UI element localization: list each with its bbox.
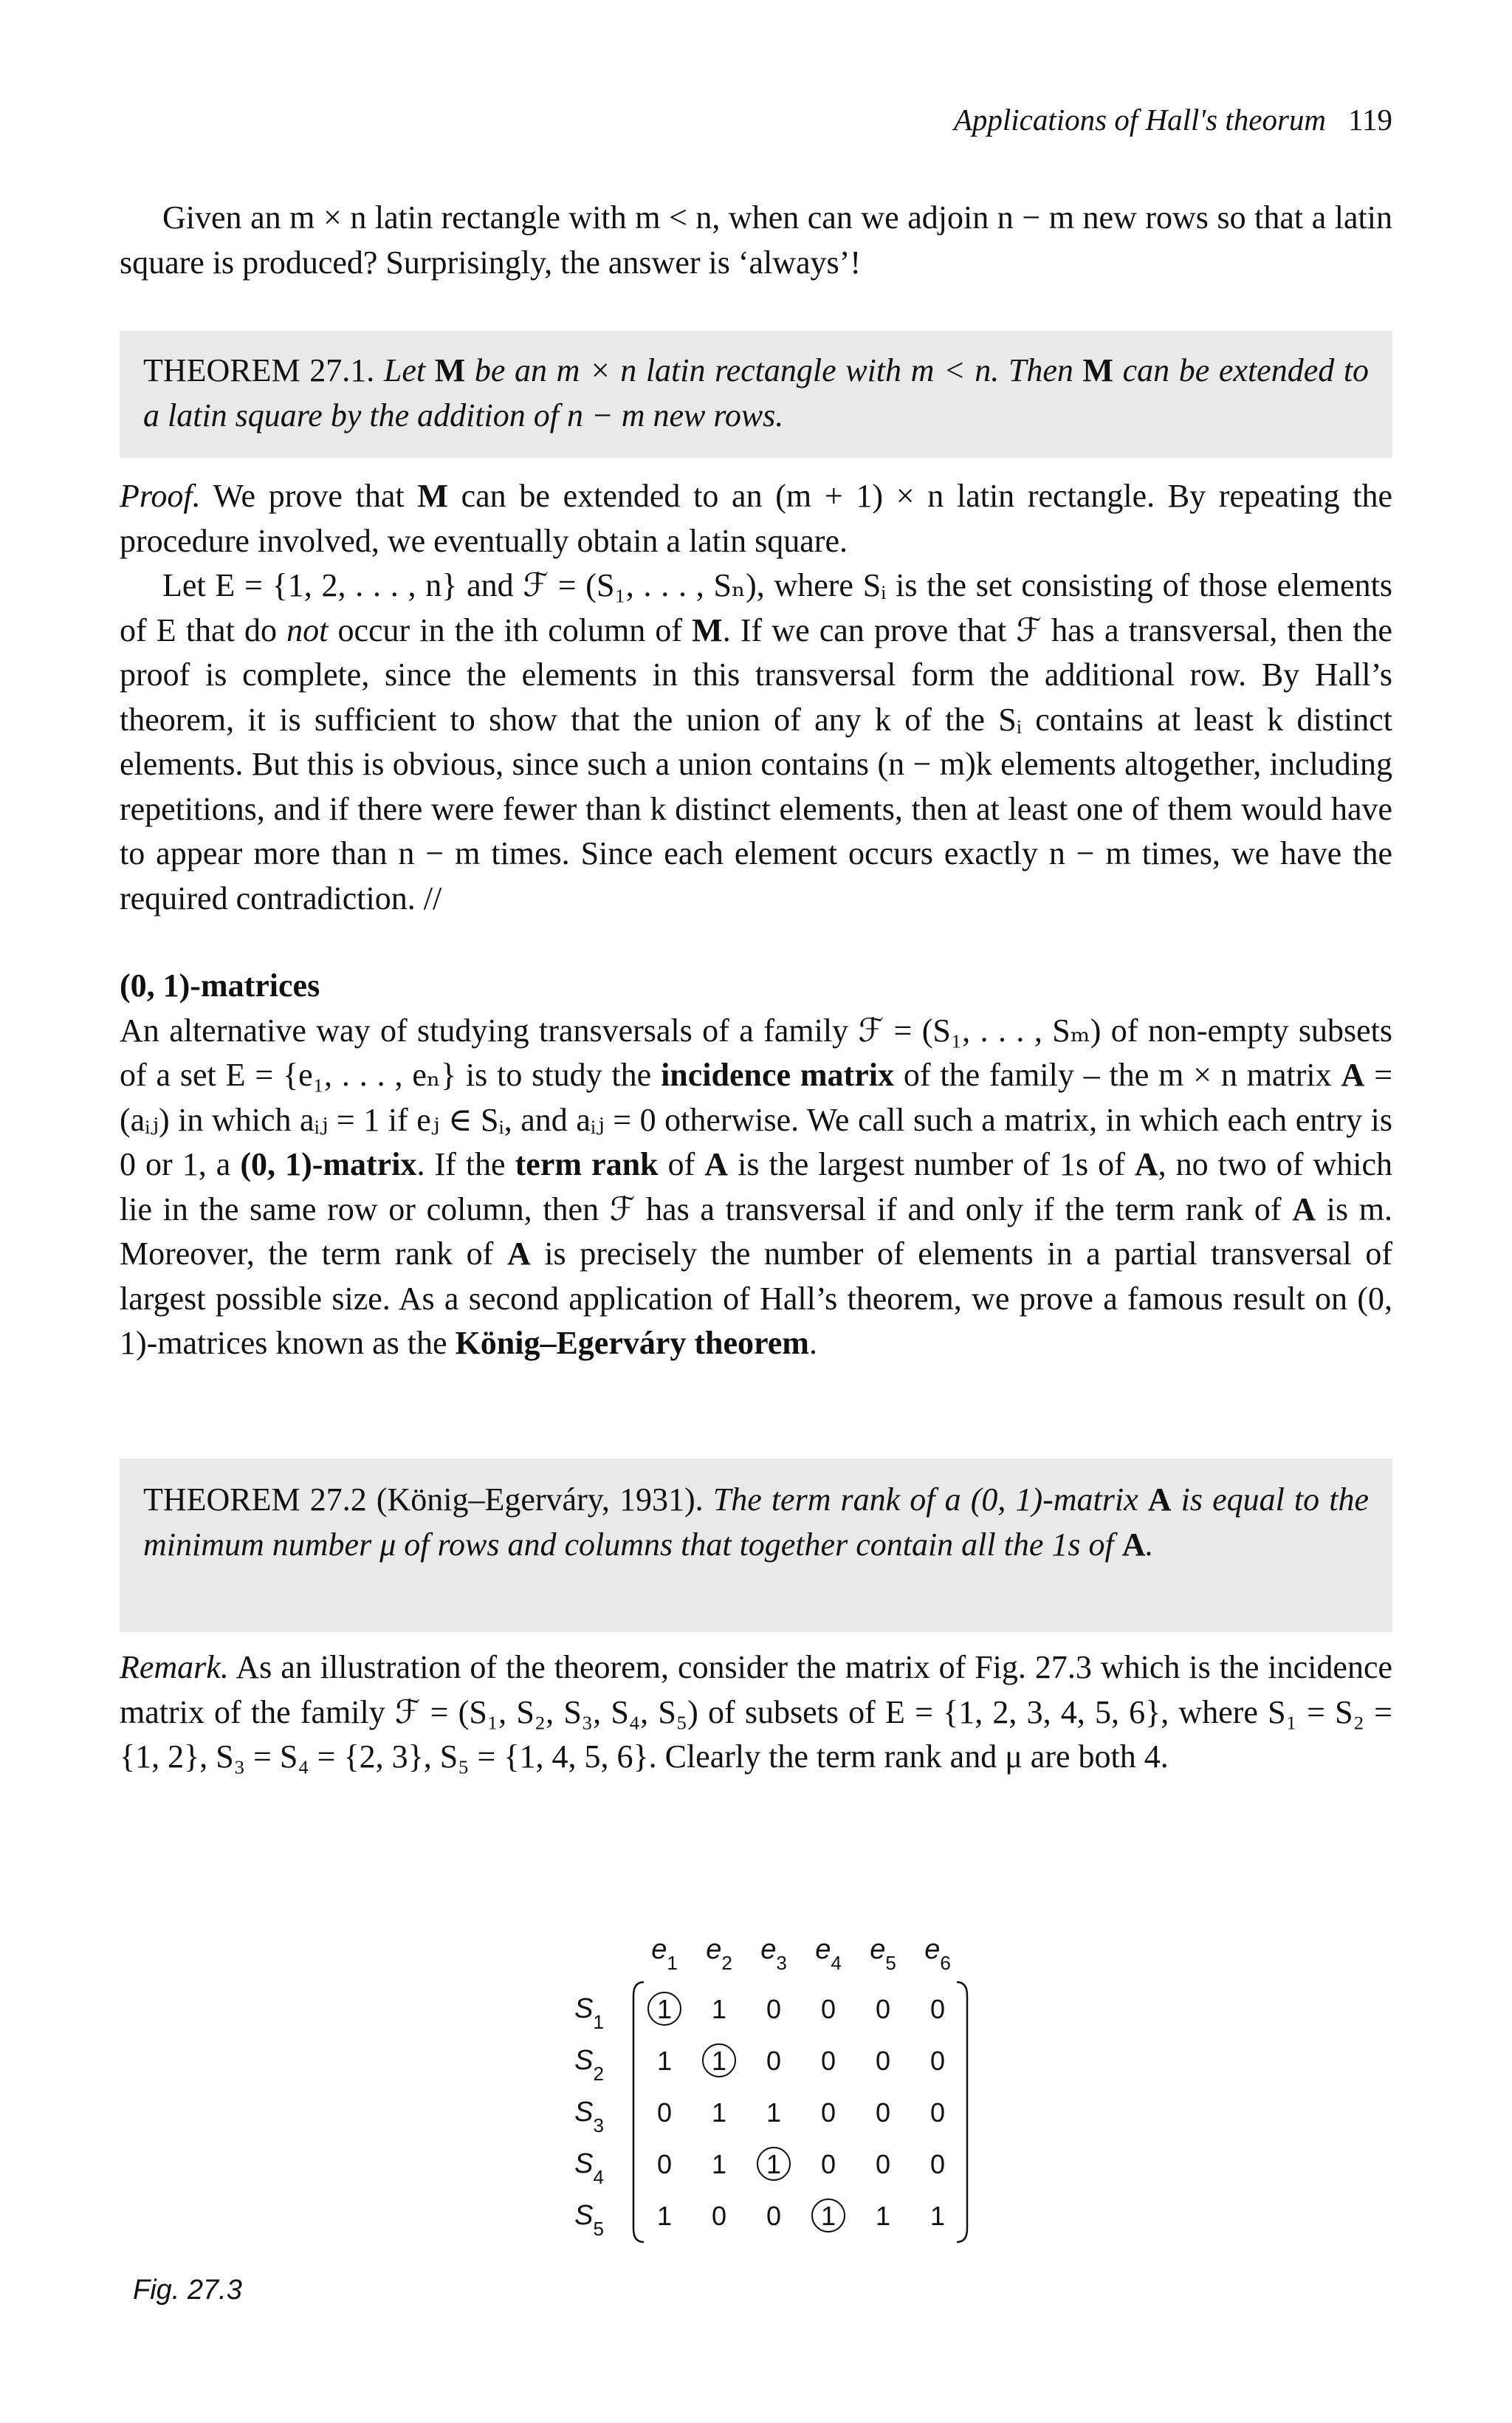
row-label-S5: $S_5$ (574, 2200, 604, 2240)
proof-text: Let E = {1, 2, . . . , n} and ℱ = (S₁, . . . , Sₙ), where Sᵢ is the set consisting of those elements of E that do (120, 567, 1392, 648)
section-text: An alternative way of studying transversals of a family ℱ = (S₁, . . . , Sₘ) of non-empty subsets of a set E = {e₁, . . . , eₙ} is to study the (120, 1012, 1392, 1093)
bold-symbol: M (1082, 352, 1114, 388)
column-label-e4: $e_4$ (815, 1934, 842, 1974)
matrix-entry: 0 (766, 1994, 782, 2024)
column-label-e5: $e_5$ (870, 1934, 896, 1974)
bold-symbol: A (1121, 1526, 1146, 1563)
matrix-entry: 0 (875, 2046, 891, 2076)
proof-paragraph-1 (120, 474, 1392, 563)
matrix-entry: 0 (929, 2097, 946, 2128)
matrix-entry: 0 (766, 2046, 782, 2076)
section-text: is the largest number of 1s of (738, 1146, 1125, 1182)
page-number: 119 (1348, 103, 1392, 137)
proof-text: . If we can prove that ℱ has a transversal, then the proof is complete, since the elements in this transversal form the additional row. By Hall’s theorem, it is sufficient to show that the union of any k of the Sᵢ contains at least k distinct elements. But this is obvious, since such a union contains (n − m)k elements altogether, including repetitions, and if there were fewer than k distinct elements, then at least one of them would have to appear more than n − m times. Since each element occurs exactly n − m times, we have the required contradiction. // (120, 611, 1393, 916)
bold-symbol: A (1147, 1481, 1172, 1518)
intro-paragraph-block (120, 196, 1392, 285)
bold-symbol: M (434, 352, 466, 388)
theorem-27-1-text (143, 349, 1369, 438)
matrix-entry: 0 (656, 2149, 673, 2179)
section-text: = (aᵢⱼ) in which aᵢⱼ = 1 if eⱼ ∈ Sᵢ, and aᵢⱼ = 0 otherwise. We call such a matrix, in which each entry is 0 or 1, a (120, 1057, 1393, 1182)
bold-symbol: M (417, 478, 448, 514)
column-label-e2: $e_2$ (706, 1934, 732, 1974)
bold-symbol: A (1134, 1146, 1158, 1182)
row-label-S1: $S_1$ (574, 1993, 604, 2033)
matrix-right-bracket (957, 1982, 967, 2242)
theorem-27-2-part: The term rank of a (0, 1)-matrix (712, 1481, 1138, 1518)
term-konig-egervary: König–Egerváry theorem (455, 1325, 809, 1361)
section-heading: (0, 1)-matrices (120, 967, 320, 1004)
row-label-S2: $S_2$ (574, 2045, 604, 2085)
proof-text: can be extended to an (m + 1) × n latin rectangle. By repeating the procedure involved, we eventually obtain a latin square. (120, 478, 1393, 559)
remark-block (120, 1645, 1392, 1780)
matrix-entry: 1 (711, 2097, 727, 2128)
term-incidence-matrix: incidence matrix (661, 1057, 894, 1093)
theorem-27-2-text (143, 1478, 1369, 1567)
proof-paragraph-2 (120, 563, 1392, 921)
proof-text: We prove that (213, 478, 405, 514)
row-label-S4: $S_4$ (574, 2148, 604, 2188)
running-head (954, 102, 1392, 137)
matrix-entry: 1 (656, 2046, 673, 2076)
matrix-entry: 0 (711, 2201, 727, 2231)
remark-label: Remark. (120, 1649, 229, 1685)
matrix-entry: 0 (875, 2149, 891, 2179)
theorem-27-1-box (120, 331, 1392, 458)
column-label-e6: $e_6$ (924, 1934, 951, 1974)
matrix-entry: 0 (929, 2046, 946, 2076)
matrix-entry: 0 (929, 1994, 946, 2024)
incidence-matrix-diagram (561, 1920, 975, 2245)
bold-symbol: A (1292, 1190, 1316, 1227)
proof-text: occur in the ith column of (337, 611, 683, 648)
matrix-entry: 1 (656, 2201, 673, 2231)
matrix-entry: 1 (875, 2201, 891, 2231)
theorem-27-1-part: be an m × n latin rectangle with m < n. Then (474, 352, 1073, 388)
theorem-27-2-box (120, 1459, 1392, 1632)
running-head-title: Applications of Hall's theorum (953, 103, 1327, 137)
intro-paragraph: Given an m × n latin rectangle with m < n, when can we adjoin n − m new rows so that a latin square is produced? Surprisingly, the answer is ‘always’! (120, 199, 1392, 281)
matrix-entry: 0 (820, 2149, 836, 2179)
column-label-e1: $e_1$ (651, 1934, 678, 1974)
figure-caption: Fig. 27.3 (133, 2275, 242, 2306)
matrix-entry: 1 (929, 2201, 946, 2231)
matrix-entry: 0 (820, 1994, 836, 2024)
matrix-entry: 0 (875, 2097, 891, 2128)
bold-symbol: A (1341, 1057, 1365, 1093)
bold-symbol: A (704, 1146, 729, 1182)
figure-27-3 (561, 1920, 975, 2245)
proof-emphasis: not (286, 611, 329, 648)
section-block (120, 964, 1392, 1366)
theorem-27-1-part: can be extended to a latin square by the addition of n − m new rows. (143, 352, 1370, 433)
section-paragraph (120, 1009, 1392, 1366)
section-text: is m. Moreover, the term rank of (120, 1190, 1393, 1272)
matrix-entry: 1 (820, 2201, 836, 2231)
matrix-entry: 1 (711, 1994, 727, 2024)
matrix-entry: 0 (820, 2046, 836, 2076)
section-text: of the family – the m × n matrix (903, 1057, 1332, 1093)
term-01-matrix: (0, 1)-matrix (240, 1146, 417, 1182)
remark-text: As an illustration of the theorem, consider the matrix of Fig. 27.3 which is the incidence matrix of the family ℱ = (S₁, S₂, S₃, S₄, S₅) of subsets of E = {1, 2, 3, 4, 5, 6}, where S₁ = S₂ = {1, 2}, S₃ = S₄ = {2, 3}, S₅ = {1, 4, 5, 6}. Clearly the term rank and μ are both 4. (120, 1649, 1393, 1775)
column-label-e3: $e_3$ (760, 1934, 787, 1974)
bold-symbol: M (692, 611, 723, 648)
section-text: . (808, 1325, 817, 1361)
matrix-entry: 0 (656, 2097, 673, 2128)
row-label-S3: $S_3$ (574, 2097, 604, 2136)
matrix-entry: 1 (656, 1994, 673, 2024)
matrix-entry: 1 (711, 2149, 727, 2179)
matrix-entry: 0 (820, 2097, 836, 2128)
section-text: is precisely the number of elements in a partial transversal of largest possible size. As a second application of Hall’s theorem, we prove a famous result on (0, 1)-matrices known as the (120, 1236, 1393, 1361)
matrix-entry: 1 (766, 2149, 782, 2179)
proof-label: Proof. (120, 478, 201, 514)
matrix-entry: 0 (766, 2201, 782, 2231)
matrix-left-bracket (633, 1982, 644, 2242)
matrix-entry: 0 (875, 1994, 891, 2024)
theorem-27-2-part: . (1145, 1526, 1154, 1563)
matrix-entry: 0 (929, 2149, 946, 2179)
proof-block (120, 474, 1392, 921)
matrix-entry: 1 (711, 2046, 727, 2076)
theorem-27-2-part: is equal to the minimum number μ of rows and columns that together contain all the 1s of (143, 1481, 1369, 1563)
theorem-27-1-part: Let (383, 352, 426, 388)
theorem-27-2-label: THEOREM 27.2 (König–Egerváry, 1931). (143, 1481, 704, 1518)
bold-symbol: A (506, 1236, 531, 1272)
matrix-entry: 1 (766, 2097, 782, 2128)
remark-paragraph (120, 1645, 1392, 1780)
theorem-27-1-label: THEOREM 27.1. (143, 352, 375, 388)
section-text: . If the (416, 1146, 506, 1182)
section-text: , no two of which lie in the same row or column, then ℱ has a transversal if and only if the term rank of (120, 1146, 1393, 1227)
term-term-rank: term rank (515, 1146, 659, 1182)
section-text: of (667, 1146, 695, 1182)
